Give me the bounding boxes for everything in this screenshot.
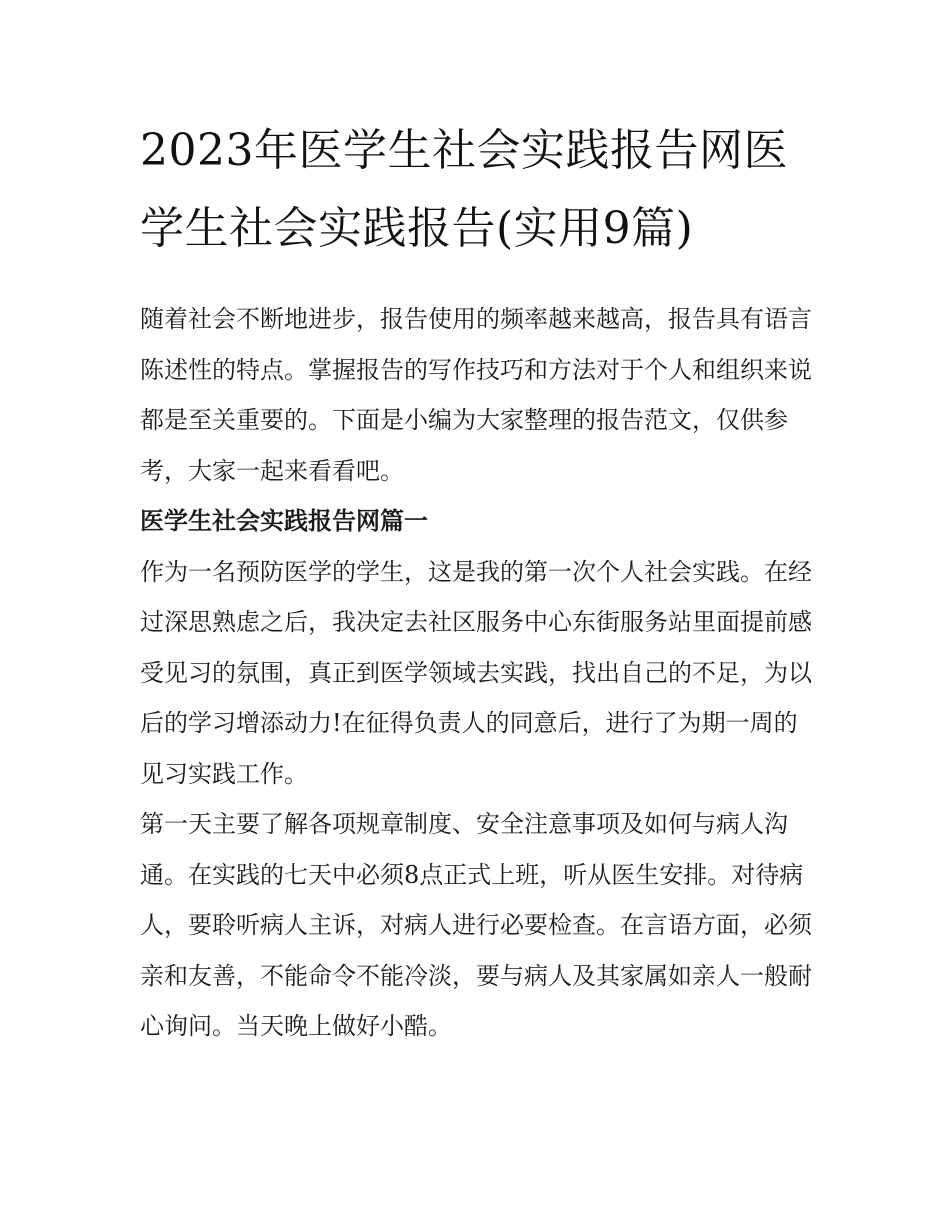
section-heading: 医学生社会实践报告网篇一 <box>140 506 428 535</box>
intro-paragraph: 随着社会不断地进步，报告使用的频率越来越高，报告具有语言陈述性的特点。掌握报告的写作技巧和方法对于个人和组织来说都是至关重要的。下面是小编为大家整理的报告范文，仅供参考，大家一起来看看吧。 <box>140 305 812 485</box>
document-title: 2023年医学生社会实践报告网医学生社会实践报告(实用9篇) <box>140 125 788 254</box>
document-page <box>140 112 812 1052</box>
body-paragraph-1: 作为一名预防医学的学生，这是我的第一次个人社会实践。在经过深思熟虑之后，我决定去社区服务中心东街服务站里面提前感受见习的氛围，真正到医学领域去实践，找出自己的不足，为以后的学习增添动力!在征得负责人的同意后，进行了为期一周的见习实践工作。 <box>140 557 812 788</box>
body-paragraph-2: 第一天主要了解各项规章制度、安全注意事项及如何与病人沟通。在实践的七天中必须8点正式上班，听从医生安排。对待病人，要聆听病人主诉，对病人进行必要检查。在言语方面，必须亲和友善，不能命令不能冷淡，要与病人及其家属如亲人一般耐心询问。当天晚上做好小酷。 <box>140 810 812 1040</box>
